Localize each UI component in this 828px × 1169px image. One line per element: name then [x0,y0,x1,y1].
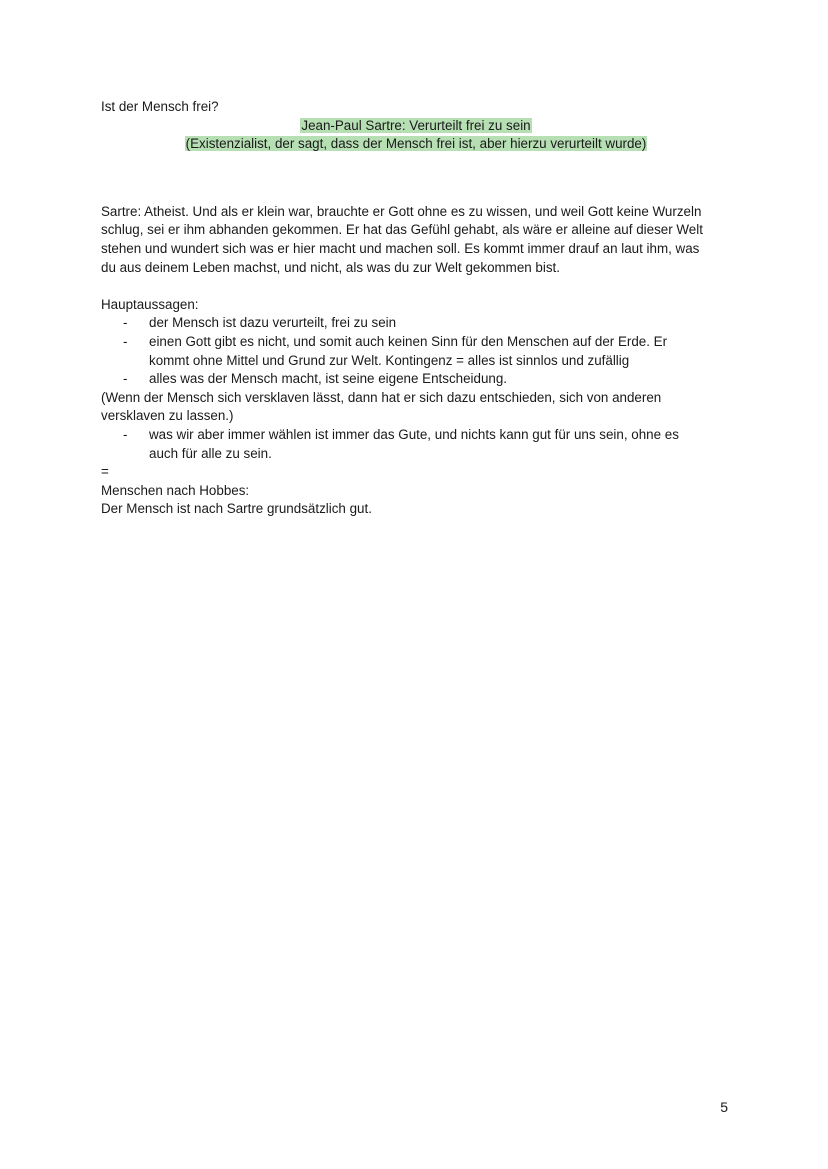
dash-bullet: - [123,333,128,349]
intro-line: du aus deinem Leben machst, und nicht, als was du zur Welt gekommen bist. [101,259,560,275]
secondary-points-list [101,426,731,463]
spacer [101,277,731,296]
question-line: Ist der Mensch frei? [101,99,219,114]
title-line [101,117,731,136]
spacer [101,154,731,203]
list-item-text: der Mensch ist dazu verurteilt, frei zu sein [149,315,397,331]
list-item-text: einen Gott gibt es nicht, und somit auch keinen Sinn für den Menschen auf der Erde. Er kommt ohne Mittel und Grund zur Welt. Kontingenz = alles ist sinnlos und zufällig [149,333,668,368]
note-paragraph [101,389,731,426]
conclusion-line: Der Mensch ist nach Sartre grundsätzlich gut. [101,501,372,517]
highlighted-subtitle: (Existenzialist, der sagt, dass der Mensch frei ist, aber hierzu verurteilt wurde) [185,136,647,152]
equals-sign: = [101,464,109,480]
note-line: (Wenn der Mensch sich versklaven lässt, dann hat er sich dazu entschieden, sich von anderen [101,389,662,405]
hobbes-line: Menschen nach Hobbes: [101,482,250,498]
note-line: versklaven zu lassen.) [101,408,234,424]
intro-line: schlug, sei er ihm abhanden gekommen. Er hat das Gefühl gehabt, als wäre er alleine auf dieser Welt [101,222,703,238]
list-item [101,426,731,463]
subtitle-line [101,135,731,154]
list-item [101,314,731,333]
intro-paragraph [101,203,731,277]
list-item [101,370,731,389]
dash-bullet: - [123,426,128,442]
page-number: 5 [720,1099,728,1115]
list-item [101,333,731,370]
intro-line: Sartre: Atheist. Und als er klein war, brauchte er Gott ohne es zu wissen, und weil Gott keine Wurzeln [101,203,702,219]
dash-bullet: - [123,315,128,331]
highlighted-title: Jean-Paul Sartre: Verurteilt frei zu sein [301,117,531,133]
list-item-text: alles was der Mensch macht, ist seine eigene Entscheidung. [149,371,508,387]
page-content [101,98,731,519]
list-item-text: was wir aber immer wählen ist immer das Gute, und nichts kann gut für uns sein, ohne es auch für alle zu sein. [149,426,679,461]
main-heading: Hauptaussagen: [101,296,199,312]
dash-bullet: - [123,371,128,387]
intro-line: stehen und wundert sich was er hier macht und machen soll. Es kommt immer drauf an laut ihm, was [101,240,700,256]
main-points-list [101,314,731,388]
